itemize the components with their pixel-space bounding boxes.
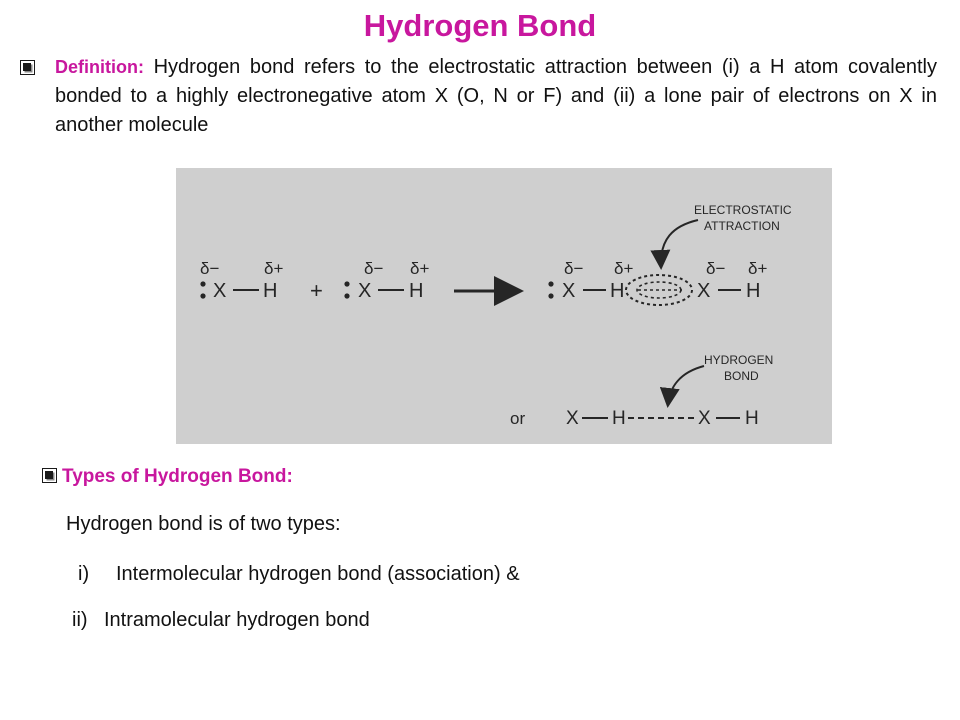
delta-plus-label: δ+ bbox=[264, 259, 284, 278]
alternative-representation bbox=[510, 408, 759, 429]
atom-h-label: H bbox=[746, 280, 761, 302]
annotation-bond: BOND bbox=[724, 369, 759, 383]
list-item-text: Intramolecular hydrogen bond bbox=[104, 609, 370, 631]
or-label: or bbox=[510, 409, 526, 428]
annotation-hydrogen: HYDROGEN bbox=[704, 353, 774, 367]
delta-minus-label: δ− bbox=[564, 259, 584, 278]
annotation-arrow bbox=[661, 220, 698, 266]
molecule-2 bbox=[344, 259, 429, 302]
square-bullet-icon bbox=[42, 468, 57, 483]
square-bullet-icon bbox=[20, 60, 35, 75]
list-item-text: Intermolecular hydrogen bond (association) & bbox=[116, 563, 520, 585]
atom-x-label: X bbox=[562, 280, 576, 302]
types-heading: Types of Hydrogen Bond: bbox=[62, 466, 293, 487]
atom-x-label: X bbox=[358, 280, 372, 302]
atom-h-label: H bbox=[409, 280, 424, 302]
list-item-number: i) bbox=[78, 563, 90, 585]
types-intro: Hydrogen bond is of two types: bbox=[66, 513, 341, 535]
list-item bbox=[78, 563, 520, 586]
delta-minus-label: δ− bbox=[200, 259, 220, 278]
list-item bbox=[72, 609, 370, 632]
delta-plus-label: δ+ bbox=[748, 259, 768, 278]
list-item-number: ii) bbox=[72, 609, 88, 631]
product-complex bbox=[548, 259, 767, 305]
definition-text: Hydrogen bond refers to the electrostatic attraction between (i) a H atom covalently bonded to a highly electronegative atom X (O, N or F) and (ii) a lone pair of electrons on X in another molecule bbox=[55, 56, 937, 136]
delta-plus-label: δ+ bbox=[410, 259, 430, 278]
delta-minus-label: δ− bbox=[706, 259, 726, 278]
atom-x-label: X bbox=[697, 280, 711, 302]
atom-h-label: H bbox=[612, 408, 626, 429]
annotation-arrow bbox=[668, 366, 704, 404]
hydrogen-bond-diagram bbox=[176, 168, 832, 444]
atom-x-label: X bbox=[566, 408, 579, 429]
definition-label: Definition: bbox=[55, 57, 144, 77]
delta-minus-label: δ− bbox=[364, 259, 384, 278]
molecule-1 bbox=[200, 259, 283, 302]
plus-sign: + bbox=[310, 278, 323, 303]
definition-paragraph bbox=[55, 53, 937, 140]
delta-plus-label: δ+ bbox=[614, 259, 634, 278]
annotation-attraction: ATTRACTION bbox=[704, 219, 780, 233]
atom-h-label: H bbox=[263, 280, 278, 302]
atom-x-label: X bbox=[698, 408, 711, 429]
atom-h-label: H bbox=[610, 280, 625, 302]
atom-x-label: X bbox=[213, 280, 227, 302]
atom-h-label: H bbox=[745, 408, 759, 429]
annotation-electrostatic: ELECTROSTATIC bbox=[694, 203, 792, 217]
slide-title: Hydrogen Bond bbox=[363, 8, 597, 43]
